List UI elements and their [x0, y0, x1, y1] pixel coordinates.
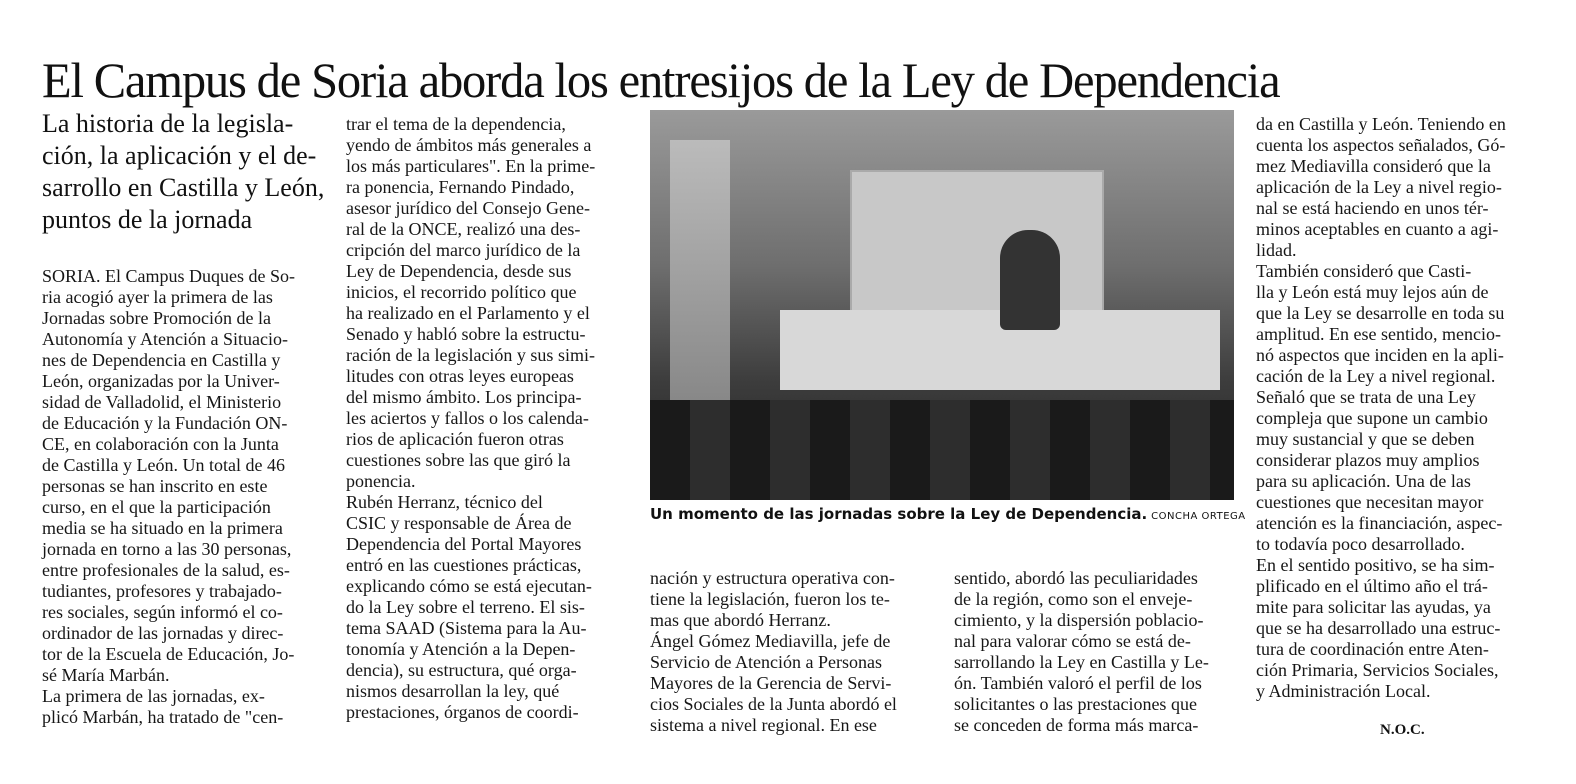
text-line: considerar plazos muy amplios	[1256, 450, 1480, 470]
article-column-3	[650, 568, 897, 736]
article-column-2	[346, 114, 595, 723]
subheadline	[42, 108, 332, 236]
text-line: to todavía poco desarrollado.	[1256, 534, 1465, 554]
text-line: tonomía y Atención a la Depen-	[346, 639, 576, 659]
text-line: ral de la ONCE, realizó una des-	[346, 219, 581, 239]
article-column-4	[954, 568, 1209, 736]
text-line: que se ha desarrollado una estruc-	[1256, 618, 1501, 638]
text-line: da en Castilla y León. Teniendo en	[1256, 114, 1506, 134]
text-line: Jornadas sobre Promoción de la	[42, 308, 271, 328]
text-line: res sociales, según informó el co-	[42, 602, 283, 622]
text-line: ha realizado en el Parlamento y el	[346, 303, 590, 323]
text-line: sarrollando la Ley en Castilla y Le-	[954, 652, 1209, 672]
text-line: nal para valorar cómo se está de-	[954, 631, 1191, 651]
text-line: cripción del marco jurídico de la	[346, 240, 581, 260]
text-line: y Administración Local.	[1256, 681, 1431, 701]
text-line: cuestiones sobre las que giró la	[346, 450, 571, 470]
text-line: tudiantes, profesores y trabajado-	[42, 581, 282, 601]
article-column-5	[1256, 114, 1506, 702]
text-line: La primera de las jornadas, ex-	[42, 686, 265, 706]
text-line: entre profesionales de la salud, es-	[42, 560, 290, 580]
text-line: litudes con otras leyes europeas	[346, 366, 574, 386]
text-line: ón. También valoró el perfil de los	[954, 673, 1202, 693]
text-line: nal se está haciendo en unos tér-	[1256, 198, 1489, 218]
photo-audience	[650, 400, 1234, 500]
text-line: compleja que supone un cambio	[1256, 408, 1488, 428]
text-line: aplicación de la Ley a nivel regio-	[1256, 177, 1502, 197]
text-line: mas que abordó Herranz.	[650, 610, 831, 630]
text-line: ria acogió ayer la primera de las	[42, 287, 273, 307]
photo-banner	[670, 140, 730, 400]
text-line: de la región, como son el enveje-	[954, 589, 1193, 609]
text-line: cuenta los aspectos señalados, Gó-	[1256, 135, 1506, 155]
text-line: de Castilla y León. Un total de 46	[42, 455, 285, 475]
deck-line: ción, la aplicación y el de-	[42, 141, 317, 170]
photo-caption	[650, 503, 1250, 528]
text-line: lidad.	[1256, 240, 1297, 260]
text-line: mez Mediavilla consideró que la	[1256, 156, 1491, 176]
text-line: amplitud. En ese sentido, mencio-	[1256, 324, 1501, 344]
text-line: que la Ley se desarrolle en toda su	[1256, 303, 1505, 323]
text-line: ordinador de las jornadas y direc-	[42, 623, 284, 643]
text-line: media se ha situado en la primera	[42, 518, 283, 538]
text-line: nación y estructura operativa con-	[650, 568, 895, 588]
text-line: sentido, abordó las peculiaridades	[954, 568, 1198, 588]
article-column-1	[42, 266, 295, 728]
article-photo	[650, 110, 1234, 500]
text-line: trar el tema de la dependencia,	[346, 114, 566, 134]
text-line: cios Sociales de la Junta abordó el	[650, 694, 897, 714]
author-signature: N.O.C.	[1380, 722, 1425, 738]
text-line: León, organizadas por la Univer-	[42, 371, 280, 391]
text-line: También consideró que Casti-	[1256, 261, 1472, 281]
text-line: Rubén Herranz, técnico del	[346, 492, 543, 512]
caption-text: Un momento de las jornadas sobre la Ley de Dependencia.	[650, 505, 1148, 523]
text-line: inicios, el recorrido político que	[346, 282, 577, 302]
text-line: nismos desarrollan la ley, qué	[346, 681, 560, 701]
text-line: atención es la financiación, aspec-	[1256, 513, 1503, 533]
headline: El Campus de Soria aborda los entresijos de la Ley de Dependencia	[42, 51, 1280, 108]
text-line: En el sentido positivo, se ha sim-	[1256, 555, 1495, 575]
deck-line: sarrollo en Castilla y León,	[42, 173, 325, 202]
text-line: SORIA. El Campus Duques de So-	[42, 266, 295, 286]
text-line: plicó Marbán, ha tratado de "cen-	[42, 707, 284, 727]
text-line: Senado y habló sobre la estructu-	[346, 324, 586, 344]
deck-line: puntos de la jornada	[42, 205, 253, 234]
deck-line: La historia de la legisla-	[42, 109, 294, 138]
text-line: sé María Marbán.	[42, 665, 170, 685]
text-line: de Educación y la Fundación ON-	[42, 413, 288, 433]
text-line: tura de coordinación entre Aten-	[1256, 639, 1489, 659]
text-line: solicitantes o las prestaciones que	[954, 694, 1197, 714]
text-line: mite para solicitar las ayudas, ya	[1256, 597, 1491, 617]
text-line: lla y León está muy lejos aún de	[1256, 282, 1489, 302]
text-line: cuestiones que necesitan mayor	[1256, 492, 1484, 512]
text-line: Servicio de Atención a Personas	[650, 652, 882, 672]
text-line: do la Ley sobre el terreno. El sis-	[346, 597, 585, 617]
text-line: plificado en el último año el trá-	[1256, 576, 1488, 596]
photo-credit: CONCHA ORTEGA	[1151, 511, 1246, 522]
text-line: dencia), su estructura, qué orga-	[346, 660, 577, 680]
text-line: tor de la Escuela de Educación, Jo-	[42, 644, 295, 664]
text-line: ponencia.	[346, 471, 416, 491]
text-line: ción Primaria, Servicios Sociales,	[1256, 660, 1499, 680]
text-line: nó aspectos que inciden en la apli-	[1256, 345, 1504, 365]
text-line: jornada en torno a las 30 personas,	[42, 539, 292, 559]
text-line: Ángel Gómez Mediavilla, jefe de	[650, 631, 891, 651]
text-line: asesor jurídico del Consejo Gene-	[346, 198, 590, 218]
text-line: Señaló que se trata de una Ley	[1256, 387, 1476, 407]
text-line: sistema a nivel regional. En ese	[650, 715, 877, 735]
text-line: Mayores de la Gerencia de Servi-	[650, 673, 892, 693]
text-line: yendo de ámbitos más generales a	[346, 135, 592, 155]
text-line: CE, en colaboración con la Junta	[42, 434, 279, 454]
text-line: se conceden de forma más marca-	[954, 715, 1199, 735]
text-line: entró en las cuestiones prácticas,	[346, 555, 582, 575]
text-line: ra ponencia, Fernando Pindado,	[346, 177, 575, 197]
text-line: muy sustancial y que se deben	[1256, 429, 1475, 449]
photo-speaker	[1000, 230, 1060, 330]
text-line: cimiento, y la dispersión poblacio-	[954, 610, 1204, 630]
text-line: rios de aplicación fueron otras	[346, 429, 564, 449]
text-line: los más particulares". En la prime-	[346, 156, 596, 176]
text-line: tema SAAD (Sistema para la Au-	[346, 618, 587, 638]
text-line: Dependencia del Portal Mayores	[346, 534, 582, 554]
text-line: les aciertos y fallos o los calenda-	[346, 408, 589, 428]
text-line: para su aplicación. Una de las	[1256, 471, 1471, 491]
text-line: sidad de Valladolid, el Ministerio	[42, 392, 282, 412]
text-line: minos aceptables en cuanto a agi-	[1256, 219, 1499, 239]
text-line: CSIC y responsable de Área de	[346, 513, 572, 533]
text-line: prestaciones, órganos de coordi-	[346, 702, 579, 722]
text-line: Autonomía y Atención a Situacio-	[42, 329, 288, 349]
text-line: personas se han inscrito en este	[42, 476, 268, 496]
text-line: Ley de Dependencia, desde sus	[346, 261, 572, 281]
text-line: tiene la legislación, fueron los te-	[650, 589, 890, 609]
text-line: ración de la legislación y sus simi-	[346, 345, 595, 365]
text-line: explicando cómo se está ejecutan-	[346, 576, 592, 596]
text-line: nes de Dependencia en Castilla y	[42, 350, 281, 370]
text-line: del mismo ámbito. Los principa-	[346, 387, 582, 407]
text-line: curso, en el que la participación	[42, 497, 271, 517]
text-line: cación de la Ley a nivel regional.	[1256, 366, 1496, 386]
